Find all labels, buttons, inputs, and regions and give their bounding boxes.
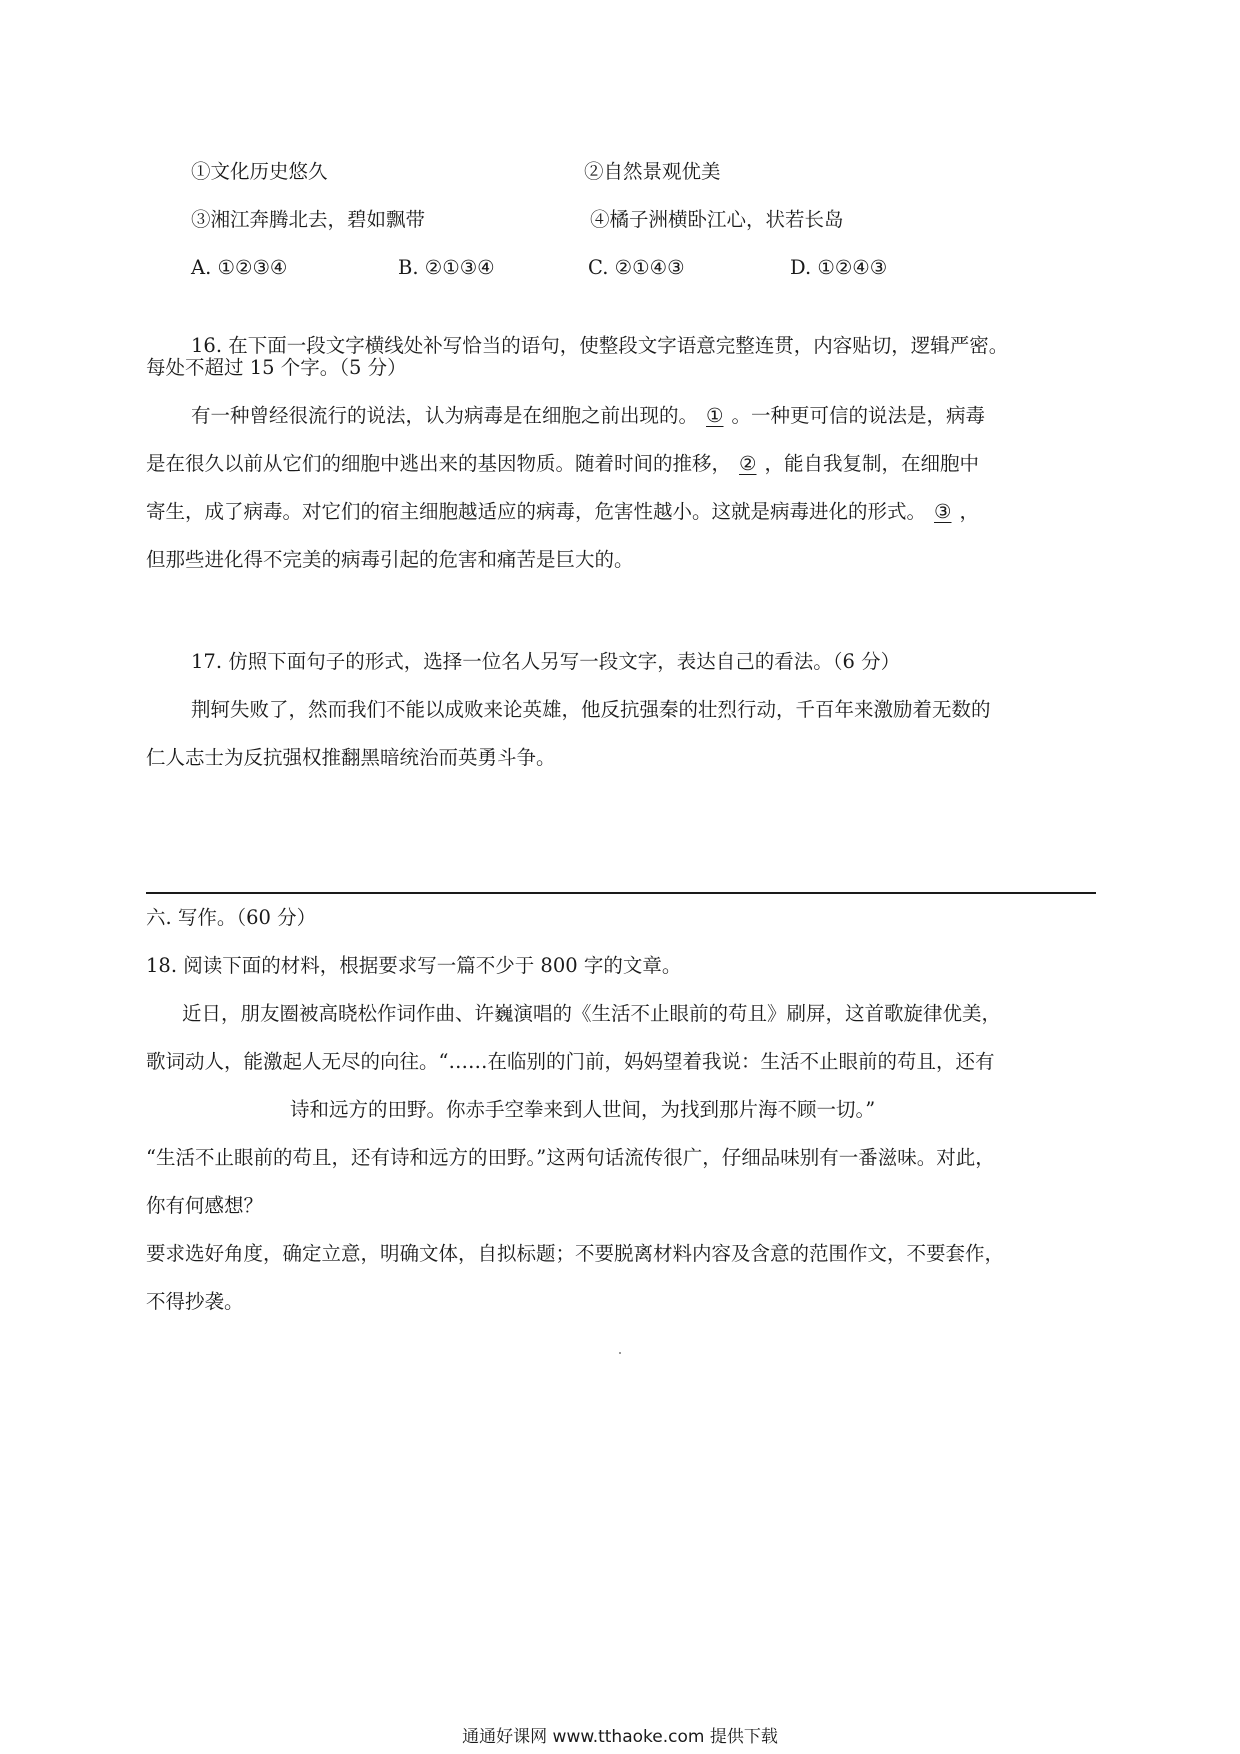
option-item-1: ①文化历史悠久 [191, 160, 328, 183]
q16-passage-line-4: 但那些进化得不完美的病毒引起的危害和痛苦是巨大的。 [146, 548, 634, 571]
material-line-4: “生活不止眼前的苟且，还有诗和远方的田野。”这两句话流传很广，仔细品味别有一番滋味。对此， [146, 1146, 995, 1169]
option-item-3: ③湘江奔腾北去，碧如飘带 [191, 208, 426, 231]
q17-example-line-2: 仁人志士为反抗强权推翻黑暗统治而英勇斗争。 [146, 746, 556, 769]
choice-c: C. ②①④③ [588, 256, 685, 279]
choice-d: D. ①②④③ [790, 256, 888, 279]
footer-download-note: 通通好课网 www.tthaoke.com 提供下载 [462, 1727, 778, 1747]
q16-passage-line-1 [191, 402, 985, 430]
question-16-prompt: 16. 在下面一段文字横线处补写恰当的语句，使整段文字语意完整连贯，内容贴切，逻辑严密。 [191, 334, 1009, 357]
option-item-2: ②自然景观优美 [584, 160, 721, 183]
answer-blank-3[interactable]: ③ [934, 500, 952, 523]
section-divider [146, 892, 1096, 894]
material-line-1: 近日，朋友圈被高晓松作词作曲、许巍演唱的《生活不止眼前的苟且》刷屏，这首歌旋律优美， [182, 1002, 1002, 1025]
q16-text: ，能自我复制，在细胞中 [764, 452, 980, 475]
option-item-4: ④橘子洲横卧江心，状若长岛 [590, 208, 844, 231]
question-17-prompt: 17. 仿照下面句子的形式，选择一位名人另写一段文字，表达自己的看法。（6 分） [191, 650, 901, 673]
question-18-prompt: 18. 阅读下面的材料，根据要求写一篇不少于 800 字的文章。 [146, 954, 682, 977]
choice-b: B. ②①③④ [398, 256, 495, 279]
material-line-2: 歌词动人，能激起人无尽的向往。“……在临别的门前，妈妈望着我说：生活不止眼前的苟且，还有 [146, 1050, 995, 1073]
material-line-3: 诗和远方的田野。你赤手空拳来到人世间，为找到那片海不顾一切。” [290, 1098, 876, 1121]
q16-text: 。一种更可信的说法是，病毒 [731, 404, 986, 427]
question-16-limit: 每处不超过 15 个字。（5 分） [146, 356, 407, 379]
section-6-title: 六. 写作。（60 分） [146, 906, 317, 929]
choice-a: A. ①②③④ [191, 256, 288, 279]
q16-passage-line-3 [146, 498, 979, 526]
scan-speck [619, 1352, 621, 1354]
answer-blank-1[interactable]: ① [706, 404, 724, 427]
requirement-line-1: 要求选好角度，确定立意，明确文体，自拟标题；不要脱离材料内容及含意的范围作文，不要套作， [146, 1242, 1005, 1265]
q17-example-line-1: 荆轲失败了，然而我们不能以成败来论英雄，他反抗强秦的壮烈行动，千百年来激励着无数的 [191, 698, 991, 721]
material-line-5: 你有何感想？ [146, 1194, 264, 1217]
requirement-line-2: 不得抄袭。 [146, 1290, 244, 1313]
q16-text: ， [959, 500, 980, 523]
q16-text: 寄生，成了病毒。对它们的宿主细胞越适应的病毒，危害性越小。这就是病毒进化的形式。 [146, 500, 927, 523]
q16-text: 是在很久以前从它们的细胞中逃出来的基因物质。随着时间的推移， [146, 452, 732, 475]
q16-passage-line-2 [146, 450, 979, 478]
q16-text: 有一种曾经很流行的说法，认为病毒是在细胞之前出现的。 [191, 404, 699, 427]
answer-blank-2[interactable]: ② [739, 452, 757, 475]
